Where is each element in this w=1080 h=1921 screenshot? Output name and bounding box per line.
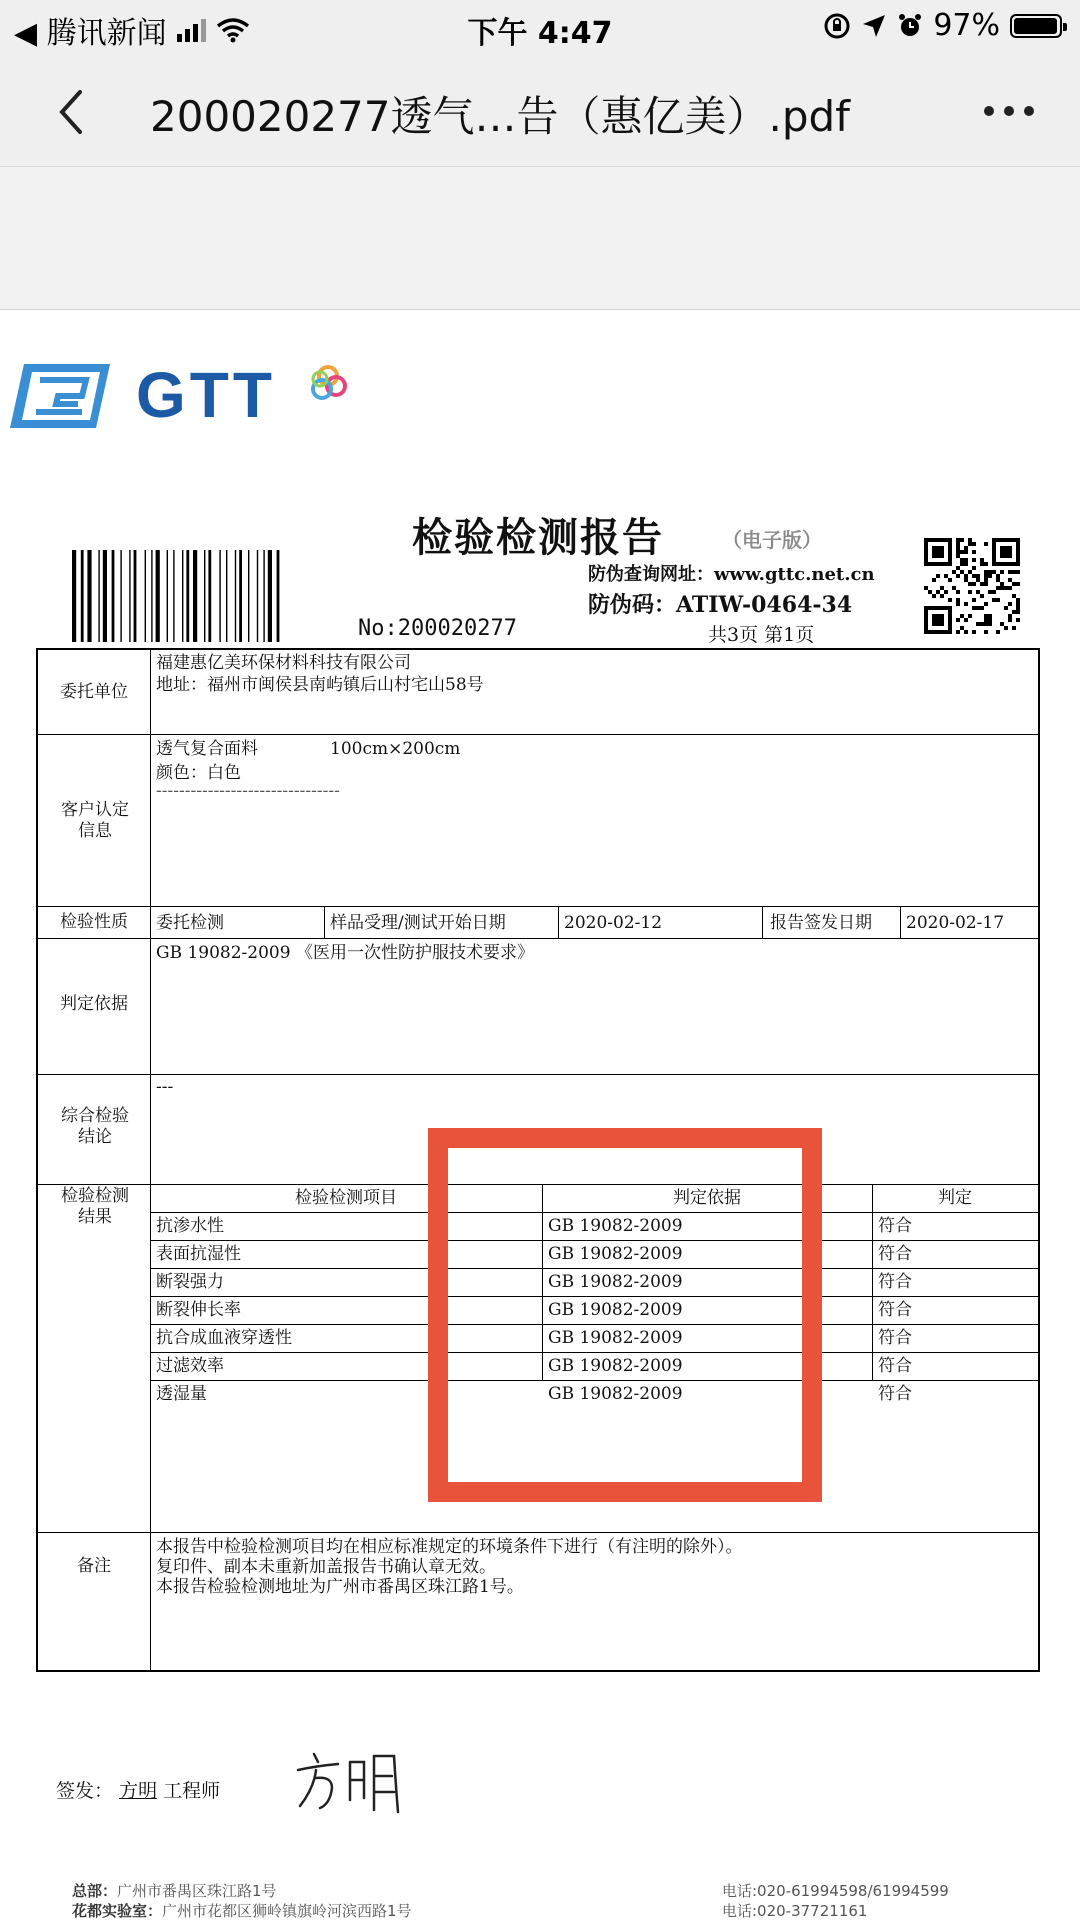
footer-hq (72, 1880, 277, 1901)
query-url: 防伪查询网址：www.gttc.net.cn (588, 564, 875, 585)
footer-phone-2: 电话:020-37721161 (722, 1902, 868, 1920)
result-basis: GB 19082-2009 (548, 1300, 683, 1320)
sample-name: 透气复合面料 (156, 739, 258, 759)
highlight-box (428, 1128, 822, 1502)
handwritten-signature (292, 1748, 412, 1818)
nature-label: 检验性质 (60, 912, 128, 932)
more-horizontal-icon[interactable] (984, 106, 1034, 116)
report-title: 检验检测报告 (412, 514, 664, 561)
result-verdict: 符合 (878, 1300, 912, 1320)
result-item: 抗合成血液穿透性 (156, 1328, 292, 1348)
result-basis: GB 19082-2009 (548, 1272, 683, 1292)
remarks-label: 备注 (77, 1556, 111, 1576)
qr-code-icon (924, 538, 1020, 634)
result-item: 断裂伸长率 (156, 1300, 241, 1320)
anti-fake-code: 防伪码：ATIW-0464-34 (588, 592, 853, 618)
issue-date: 2020-02-17 (906, 913, 1005, 933)
sample-size: 100cm×200cm (330, 739, 461, 759)
result-item: 过滤效率 (156, 1356, 224, 1376)
receive-date: 2020-02-12 (564, 913, 663, 933)
result-item: 表面抗湿性 (156, 1244, 241, 1264)
result-item: 抗渗水性 (156, 1216, 224, 1236)
result-verdict: 符合 (878, 1272, 912, 1292)
nature-value: 委托检测 (156, 913, 224, 933)
footer-lab-address: 广州市花都区狮岭镇旗岭河滨西路1号 (162, 1902, 412, 1920)
remark-line: 复印件、副本未重新加盖报告书确认章无效。 (156, 1557, 496, 1577)
conclusion-label: 综合检验结论 (61, 1106, 129, 1147)
footer-phone-1: 电话:020-61994598/61994599 (722, 1882, 949, 1900)
results-header-item: 检验检测项目 (295, 1188, 397, 1208)
result-verdict: 符合 (878, 1384, 912, 1404)
alarm-icon (897, 13, 923, 39)
result-basis: GB 19082-2009 (548, 1384, 683, 1404)
gtt-logo-icon (10, 362, 110, 430)
signoff (56, 1776, 220, 1803)
status-right (823, 8, 1062, 43)
barcode-icon (70, 550, 350, 642)
status-time: 下午 4:47 (467, 16, 613, 51)
signoff-label: 签发： (56, 1780, 114, 1802)
location-arrow-icon (861, 13, 887, 39)
remark-line: 本报告检验检测地址为广州市番禺区珠江路1号。 (156, 1577, 524, 1597)
conclusion-value: --- (156, 1077, 174, 1097)
footer-hq-address: 广州市番禺区珠江路1号 (117, 1882, 277, 1900)
result-verdict: 符合 (878, 1216, 912, 1236)
result-verdict: 符合 (878, 1356, 912, 1376)
page-count: 共3页 第1页 (708, 624, 815, 646)
chevron-left-icon[interactable] (44, 80, 104, 140)
footer-hq-label: 总部： (72, 1882, 118, 1900)
result-basis: GB 19082-2009 (548, 1328, 683, 1348)
nav-bar (0, 56, 1080, 167)
client-address: 地址：福州市闽侯县南屿镇后山村宅山58号 (156, 675, 484, 695)
viewer-toolbar-space (0, 167, 1080, 310)
back-to-app-link[interactable]: ◀ 腾讯新闻 (14, 16, 167, 51)
results-label: 检验检测结果 (61, 1186, 129, 1227)
battery-percent: 97% (933, 8, 1000, 43)
results-header-basis: 判定依据 (673, 1188, 741, 1208)
logo-text: GTT (136, 359, 276, 431)
battery-icon (1010, 14, 1062, 38)
result-basis: GB 19082-2009 (548, 1244, 683, 1264)
basis-label: 判定依据 (60, 994, 128, 1014)
edition-label: （电子版） (722, 528, 822, 552)
client-name: 福建惠亿美环保材料科技有限公司 (156, 653, 411, 673)
customer-info-label: 客户认定信息 (61, 800, 129, 841)
issue-label: 报告签发日期 (770, 913, 872, 933)
result-item: 透湿量 (156, 1384, 207, 1404)
color-ring-icon (306, 362, 350, 406)
result-item: 断裂强力 (156, 1272, 224, 1292)
status-bar (0, 0, 1080, 56)
report-number: No:200020277 (358, 616, 517, 641)
footer-lab-label: 花都实验室： (72, 1902, 163, 1920)
footer-lab (72, 1900, 412, 1921)
client-label: 委托单位 (60, 682, 128, 702)
basis-value: GB 19082-2009 《医用一次性防护服技术要求》 (156, 943, 534, 963)
result-basis: GB 19082-2009 (548, 1356, 683, 1376)
result-verdict: 符合 (878, 1328, 912, 1348)
sample-color: 颜色：白色 (156, 763, 241, 783)
document-title: 200020277透气…告（惠亿美）.pdf (150, 92, 850, 141)
receive-label: 样品受理/测试开始日期 (330, 913, 506, 933)
signoff-name: 方明 (119, 1780, 158, 1802)
result-basis: GB 19082-2009 (548, 1216, 683, 1236)
rotation-lock-icon (823, 12, 851, 40)
result-verdict: 符合 (878, 1244, 912, 1264)
results-header-verdict: 判定 (938, 1188, 972, 1208)
sample-dashes: -------------------------------- (156, 781, 340, 801)
remark-line: 本报告中检验检测项目均在相应标准规定的环境条件下进行（有注明的除外）。 (156, 1537, 743, 1557)
signoff-title: 工程师 (163, 1780, 221, 1802)
